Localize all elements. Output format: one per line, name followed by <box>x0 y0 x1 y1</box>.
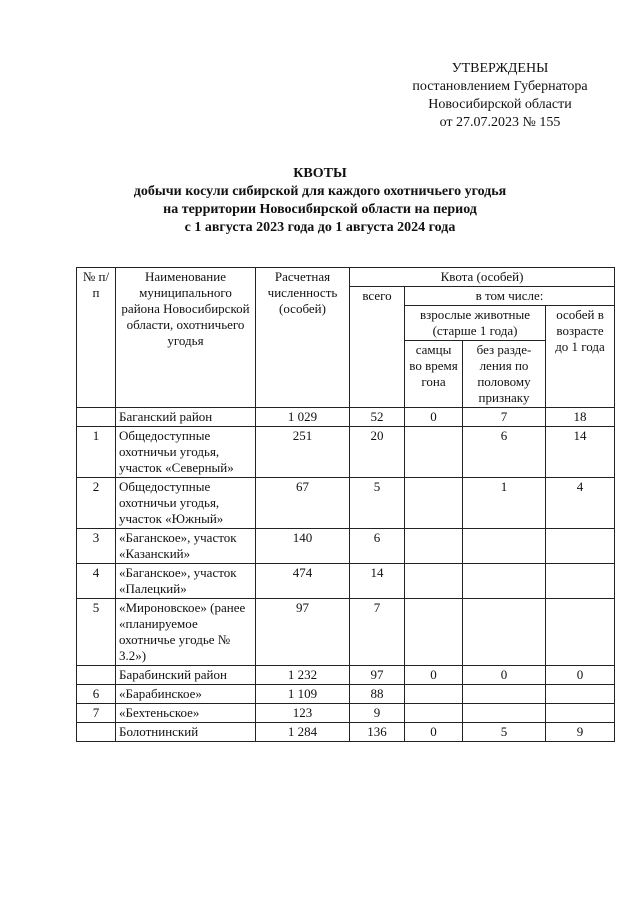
header-population: Расчетная численность (особей) <box>256 268 350 408</box>
row-males <box>405 427 463 478</box>
header-num: № п/п <box>77 268 116 408</box>
header-total: всего <box>350 287 405 408</box>
header-young: особей в возрасте до 1 года <box>546 306 615 408</box>
row-young: 0 <box>546 666 615 685</box>
table-row <box>77 529 615 564</box>
row-number: 7 <box>77 704 116 723</box>
row-males: 0 <box>405 723 463 742</box>
row-name: «Бехтеньское» <box>116 704 256 723</box>
row-population: 140 <box>256 529 350 564</box>
row-total: 7 <box>350 599 405 666</box>
row-young: 9 <box>546 723 615 742</box>
row-number: 5 <box>77 599 116 666</box>
row-total: 14 <box>350 564 405 599</box>
row-males <box>405 529 463 564</box>
approval-line: Новосибирской области <box>428 97 572 112</box>
row-number: 4 <box>77 564 116 599</box>
row-name: Общедоступные охотничьи угодья, участок «Южный» <box>116 478 256 529</box>
row-number: 2 <box>77 478 116 529</box>
row-total: 52 <box>350 408 405 427</box>
row-number <box>77 723 116 742</box>
row-males <box>405 685 463 704</box>
row-nosex: 0 <box>463 666 546 685</box>
row-name: «Барабинское» <box>116 685 256 704</box>
row-name: Общедоступные охотничьи угодья, участок «Северный» <box>116 427 256 478</box>
row-nosex: 5 <box>463 723 546 742</box>
row-total: 9 <box>350 704 405 723</box>
row-young <box>546 564 615 599</box>
row-nosex <box>463 529 546 564</box>
row-males: 0 <box>405 666 463 685</box>
row-name: «Баганское», участок «Палецкий» <box>116 564 256 599</box>
header-including: в том числе: <box>405 287 615 306</box>
district-row <box>77 666 615 685</box>
title-line: добычи косули сибирской для каждого охотничьего угодья <box>133 184 507 199</box>
row-population: 1 232 <box>256 666 350 685</box>
row-total: 6 <box>350 529 405 564</box>
row-males <box>405 704 463 723</box>
row-males <box>405 599 463 666</box>
row-nosex <box>463 685 546 704</box>
row-males: 0 <box>405 408 463 427</box>
row-total: 20 <box>350 427 405 478</box>
row-number <box>77 408 116 427</box>
approval-heading: УТВЕРЖДЕНЫ <box>451 61 549 76</box>
approval-date: от 27.07.2023 № 155 <box>439 115 561 130</box>
row-number: 1 <box>77 427 116 478</box>
row-young <box>546 529 615 564</box>
title-heading: КВОТЫ <box>293 166 347 181</box>
table-row <box>77 564 615 599</box>
table-row <box>77 478 615 529</box>
row-young: 14 <box>546 427 615 478</box>
row-name: «Мироновское» (ранее «планируемое охотничье угодье № 3.2») <box>116 599 256 666</box>
row-young <box>546 704 615 723</box>
row-population: 251 <box>256 427 350 478</box>
row-population: 1 109 <box>256 685 350 704</box>
row-number: 3 <box>77 529 116 564</box>
row-total: 5 <box>350 478 405 529</box>
header-name: Наименование муниципального района Новосибирской области, охотничьего угодья <box>116 268 256 408</box>
row-nosex <box>463 599 546 666</box>
row-young: 18 <box>546 408 615 427</box>
row-nosex <box>463 704 546 723</box>
approval-stamp <box>380 60 620 132</box>
table-row <box>77 685 615 704</box>
row-population: 474 <box>256 564 350 599</box>
quota-table <box>76 267 615 742</box>
row-young <box>546 599 615 666</box>
row-name: Баганский район <box>116 408 256 427</box>
district-row <box>77 408 615 427</box>
approval-line: постановлением Губернатора <box>412 79 588 94</box>
row-nosex <box>463 564 546 599</box>
table-header-row <box>77 268 615 287</box>
header-quota: Квота (особей) <box>350 268 615 287</box>
row-population: 1 284 <box>256 723 350 742</box>
table-row <box>77 427 615 478</box>
row-population: 1 029 <box>256 408 350 427</box>
row-young: 4 <box>546 478 615 529</box>
row-males <box>405 478 463 529</box>
title-line: на территории Новосибирской области на период <box>163 202 477 217</box>
row-name: «Баганское», участок «Казанский» <box>116 529 256 564</box>
document-title <box>60 165 580 237</box>
title-period: с 1 августа 2023 года до 1 августа 2024 года <box>184 220 456 235</box>
row-nosex: 6 <box>463 427 546 478</box>
row-nosex: 1 <box>463 478 546 529</box>
row-total: 88 <box>350 685 405 704</box>
row-total: 97 <box>350 666 405 685</box>
row-young <box>546 685 615 704</box>
header-nosex: без разде-ления по половому признаку <box>463 341 546 408</box>
header-males: самцы во время гона <box>405 341 463 408</box>
table-row <box>77 599 615 666</box>
row-nosex: 7 <box>463 408 546 427</box>
row-name: Болотнинский <box>116 723 256 742</box>
table-row <box>77 704 615 723</box>
district-row <box>77 723 615 742</box>
row-males <box>405 564 463 599</box>
header-adults: взрослые животные (старше 1 года) <box>405 306 546 341</box>
row-population: 67 <box>256 478 350 529</box>
row-total: 136 <box>350 723 405 742</box>
row-population: 123 <box>256 704 350 723</box>
row-number: 6 <box>77 685 116 704</box>
row-population: 97 <box>256 599 350 666</box>
row-name: Барабинский район <box>116 666 256 685</box>
row-number <box>77 666 116 685</box>
